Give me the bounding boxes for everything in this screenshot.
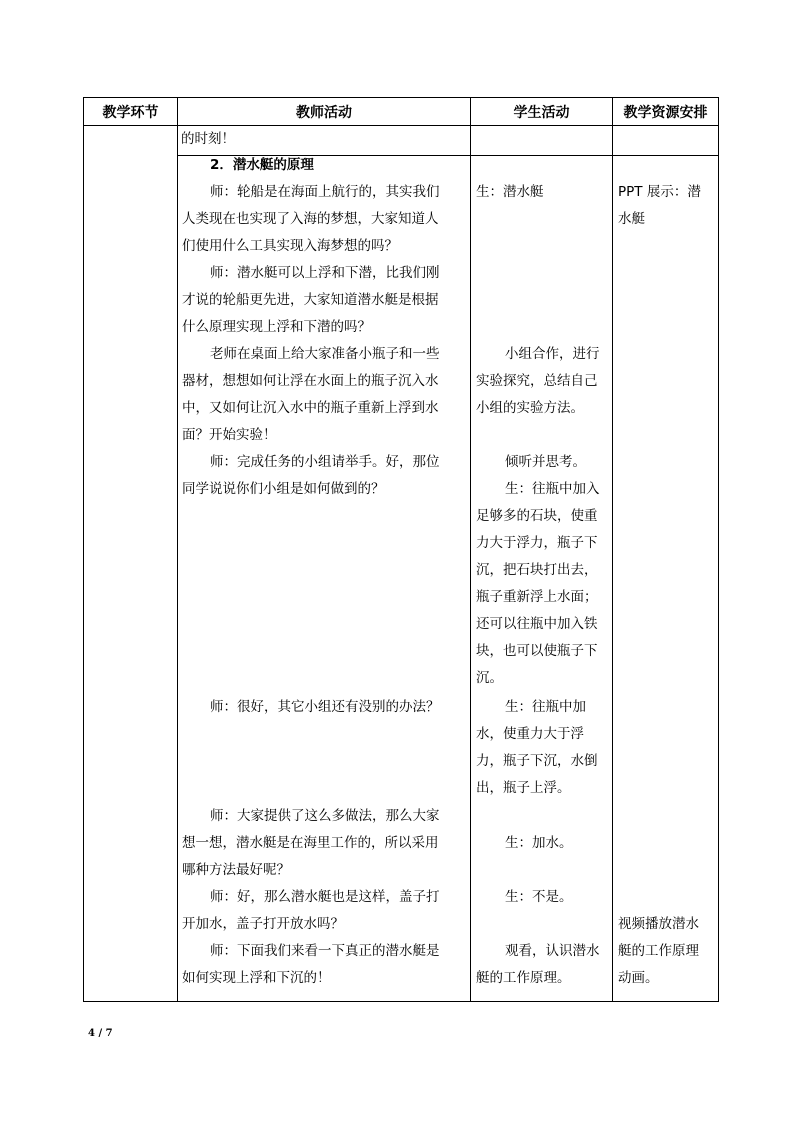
- teacher-line: 如何实现上浮和下沉的！: [182, 970, 331, 986]
- teacher-line: 们使用什么工具实现入海梦想的吗？: [182, 238, 398, 254]
- table-row: [84, 156, 719, 1002]
- student-line: 块，也可以使瓶子下: [476, 643, 598, 659]
- student-line: 小组的实验方法。: [476, 400, 584, 416]
- resource-line: 水艇: [618, 211, 645, 227]
- teacher-line: 才说的轮船更先进，大家知道潜水艇是根据: [182, 292, 439, 308]
- header-teacher-activity: 教师活动: [178, 98, 471, 126]
- student-line: 艇的工作原理。: [476, 970, 571, 986]
- resource-cell: [613, 156, 719, 1002]
- teacher-line: 师：好，那么潜水艇也是这样，盖子打: [210, 889, 440, 905]
- header-stage: 教学环节: [84, 98, 178, 126]
- page-number: 4 / 7: [88, 1028, 113, 1039]
- student-line: 沉。: [476, 670, 503, 686]
- header-student-activity: 学生活动: [471, 98, 613, 126]
- student-line: 生：加水。: [505, 835, 573, 851]
- table-header-row: [84, 98, 719, 126]
- teacher-line: 师：潜水艇可以上浮和下潜，比我们刚: [210, 265, 440, 281]
- student-line: 生：往瓶中加入: [505, 481, 600, 497]
- teacher-line: 器材，想想如何让浮在水面上的瓶子沉入水: [182, 373, 439, 389]
- student-line: 瓶子重新浮上水面；: [476, 589, 598, 605]
- student-line: 力大于浮力，瓶子下: [476, 535, 598, 551]
- student-line: 力，瓶子下沉，水倒: [476, 753, 598, 769]
- student-line: 出，瓶子上浮。: [476, 780, 571, 796]
- teacher-line: 中，又如何让沉入水中的瓶子重新上浮到水: [182, 400, 439, 416]
- teacher-line: 师：完成任务的小组请举手。好，那位: [210, 454, 440, 470]
- section-heading: 2．潜水艇的原理: [210, 157, 314, 173]
- teacher-cell: [178, 126, 471, 156]
- resource-line: 动画。: [618, 970, 659, 986]
- student-line: 还可以往瓶中加入铁: [476, 616, 598, 632]
- student-line: 足够多的石块，使重: [476, 508, 598, 524]
- student-line: 生：不是。: [505, 889, 573, 905]
- teacher-line: 师：大家提供了这么多做法，那么大家: [210, 808, 440, 824]
- resource-cell: [613, 126, 719, 156]
- teacher-cell: [178, 156, 471, 1002]
- teacher-line: 开加水，盖子打开放水吗？: [182, 916, 344, 932]
- teacher-line: 哪种方法最好呢？: [182, 862, 290, 878]
- teacher-line: 师：很好，其它小组还有没别的办法？: [210, 699, 440, 715]
- student-line: 小组合作，进行: [505, 346, 600, 362]
- teacher-text: 的时刻！: [181, 131, 235, 147]
- student-cell: [471, 156, 613, 1002]
- resource-line: 艇的工作原理: [618, 943, 699, 959]
- resource-line: PPT 展示：潜: [618, 184, 701, 200]
- student-line: 生：潜水艇: [476, 184, 544, 200]
- student-line: 实验探究，总结自己: [476, 373, 598, 389]
- stage-cell: [84, 126, 178, 1002]
- student-line: 观看，认识潜水: [505, 943, 600, 959]
- teacher-line: 想一想，潜水艇是在海里工作的，所以采用: [182, 835, 439, 851]
- student-line: 生：往瓶中加: [505, 699, 586, 715]
- resource-line: 视频播放潜水: [618, 916, 699, 932]
- header-resources: 教学资源安排: [613, 98, 719, 126]
- teacher-line: 同学说说你们小组是如何做到的？: [182, 481, 385, 497]
- teacher-line: 人类现在也实现了入海的梦想，大家知道人: [182, 211, 439, 227]
- student-line: 倾听并思考。: [505, 454, 586, 470]
- teacher-line: 面？开始实验！: [182, 427, 277, 443]
- teacher-line: 师：轮船是在海面上航行的，其实我们: [210, 184, 440, 200]
- student-line: 沉，把石块打出去，: [476, 562, 598, 578]
- student-line: 水，使重力大于浮: [476, 726, 584, 742]
- student-cell: [471, 126, 613, 156]
- lesson-plan-table: [83, 97, 719, 1002]
- teacher-line: 什么原理实现上浮和下潜的吗？: [182, 319, 371, 335]
- teacher-line: 师：下面我们来看一下真正的潜水艇是: [210, 943, 440, 959]
- teacher-line: 老师在桌面上给大家准备小瓶子和一些: [210, 346, 440, 362]
- table-row: [84, 126, 719, 156]
